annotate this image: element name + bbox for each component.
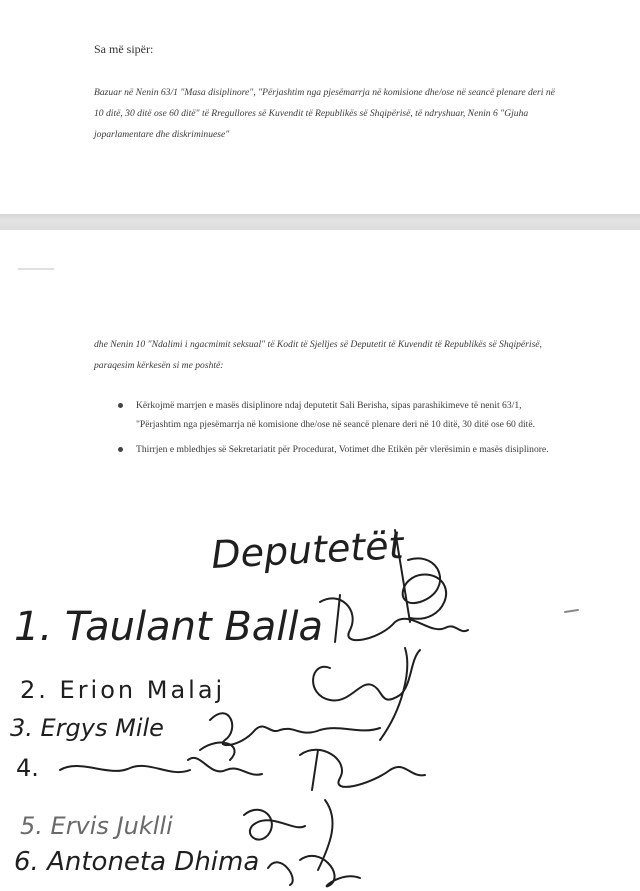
signature-mark xyxy=(312,750,318,790)
document-page-1 xyxy=(0,0,640,214)
signature-mark xyxy=(188,758,262,775)
signature-mark xyxy=(300,750,425,787)
signatory-name: 3. Ergys Mile xyxy=(10,714,164,742)
signatory-name: 2. Erion Malaj xyxy=(20,676,226,704)
signature-mark xyxy=(60,766,190,772)
signatory-name: 5. Ervis Juklli xyxy=(20,812,173,840)
page1-paragraph: Bazuar në Nenin 63/1 "Masa disiplinore", "Përjashtim nga pjesëmarrja në komisione dhe/ose në seancë plenare deri në 10 ditë, 30 ditë ose 60 ditë" të Rregullores së Kuvendit të Republikës së Shqipërisë, të ndryshuar, Nenin 6 "Gjuha joparlamentare dhe diskriminuese" xyxy=(94,87,555,140)
page1-heading: Sa më sipër: xyxy=(94,42,154,56)
signature-mark xyxy=(380,648,407,740)
request-text: Kërkojmë marrjen e masës disiplinore ndaj deputetit Sali Berisha, sipas parashikimeve të nenit 63/1, "Përjashtim nga pjesëmarrja në komisione dhe/ose në seancë plenare deri në 10 ditë, 30 ditë ose 60 ditë. xyxy=(136,400,535,430)
signature-mark xyxy=(320,598,468,640)
signature-mark xyxy=(335,595,340,642)
request-text: Thirrjen e mbledhjes së Sekretariatit për Procedurat, Votimet dhe Etikën për vlerësimin e masës disiplinore. xyxy=(136,444,549,455)
signature-mark xyxy=(200,743,235,760)
signature-mark xyxy=(268,856,360,887)
signatory-name: 6. Antoneta Dhima xyxy=(14,847,260,877)
document-page-2 xyxy=(0,230,640,891)
handwriting-svg xyxy=(0,230,640,891)
signatory-name: 4. xyxy=(16,754,39,782)
signature-header: Deputetët xyxy=(210,522,405,577)
signature-block xyxy=(0,230,640,891)
signature-mark xyxy=(403,558,446,618)
signature-mark xyxy=(244,810,305,840)
scan-mark xyxy=(565,610,578,612)
signature-mark xyxy=(210,713,380,745)
signatory-name: 1. Taulant Balla xyxy=(14,604,324,650)
page2-paragraph: dhe Nenin 10 "Ndalimi i ngacmimit seksual" të Kodit të Sjelljes së Deputetit të Kuvendit të Republikës së Shqipërisë, paraqesim kërkesën si me poshtë: xyxy=(94,339,542,371)
page-separator xyxy=(0,214,640,230)
signature-mark xyxy=(313,650,420,700)
